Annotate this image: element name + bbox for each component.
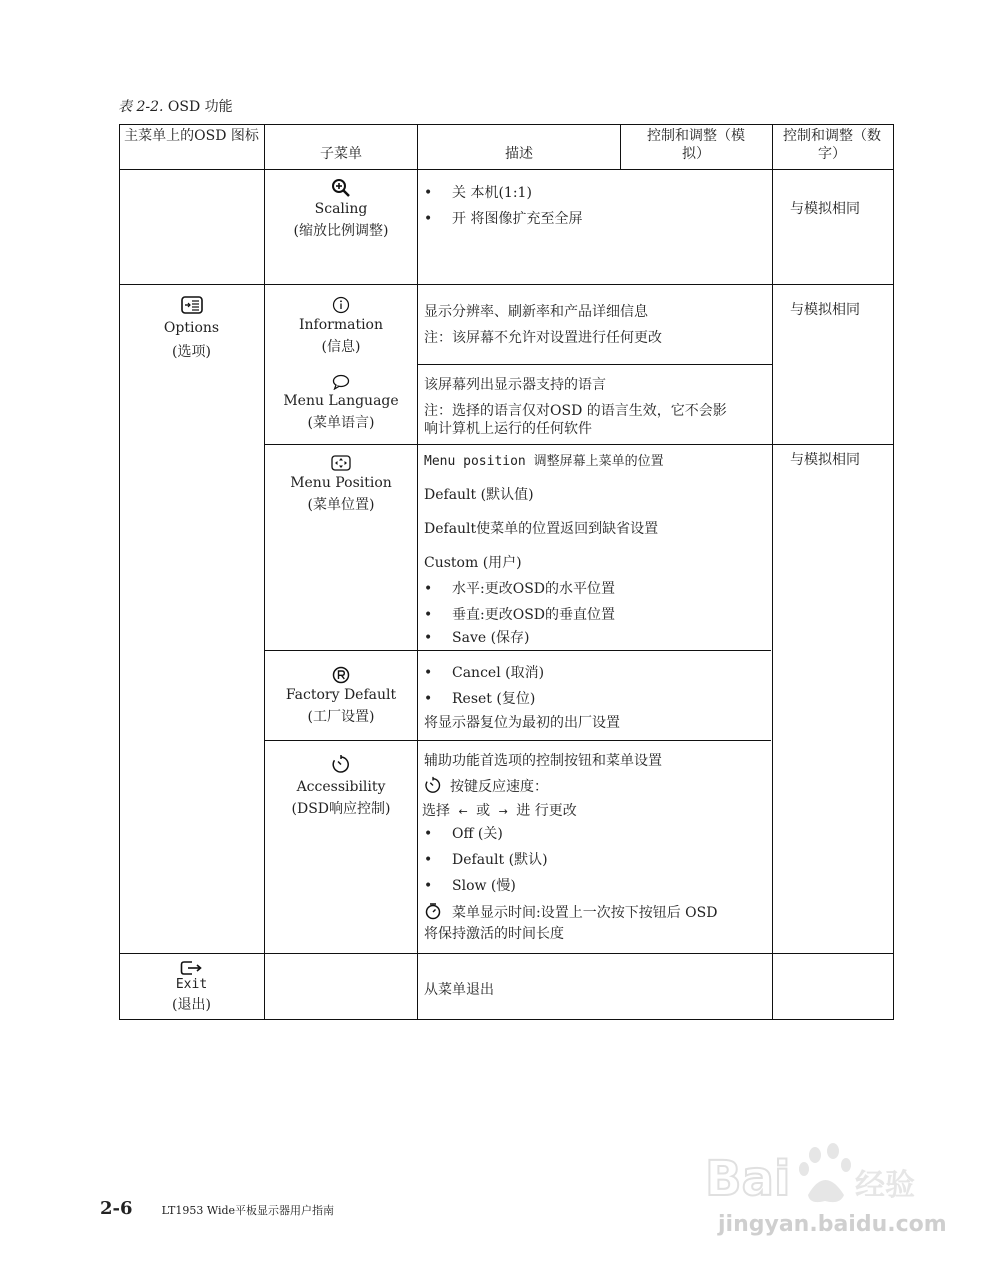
header-analog: 控制和调整（模拟）: [647, 128, 745, 162]
factory-default-cn: (工厂设置): [307, 708, 375, 725]
scaling-item-off: • 关 本机(1:1): [424, 185, 532, 201]
submenu-menu-position: [265, 455, 417, 514]
menu-position-name: Menu Position: [290, 475, 392, 491]
reset-icon: [332, 666, 350, 684]
options-icon: [181, 296, 203, 314]
menu-language-note1: 注：选择的语言仅对OSD 的语言生效，它不会影: [424, 403, 727, 419]
options-name: Options: [163, 320, 220, 336]
arrow-right-icon: →: [498, 805, 508, 818]
svg-text:经验: 经验: [855, 1168, 915, 1203]
menu-position-custom-label: Custom (用户): [424, 555, 522, 571]
menu-language-cn: (菜单语言): [307, 414, 375, 431]
watermark-text: jingyan.baidu.com: [718, 1212, 947, 1237]
header-submenu: 子菜单: [320, 146, 362, 162]
header-icon: 主菜单上的OSD 图标: [124, 128, 259, 144]
scaling-cn: (缩放比例调整): [293, 222, 389, 239]
position-arrows-icon: [331, 455, 351, 471]
scaling-digital: 与模拟相同: [790, 201, 860, 217]
exit-cn: (退出): [172, 997, 211, 1014]
header-description: 描述: [505, 146, 533, 162]
information-note: 注：该屏幕不允许对设置进行任何更改: [424, 330, 662, 346]
caption-label: 表 2-2.: [118, 99, 164, 115]
exit-desc: 从菜单退出: [424, 982, 494, 998]
accessibility-item-slow: • Slow (慢): [424, 878, 516, 894]
menu-position-cn: (菜单位置): [307, 496, 375, 513]
information-line1: 显示分辨率、刷新率和产品详细信息: [424, 304, 648, 320]
svg-text:Bai: Bai: [705, 1151, 791, 1207]
menu-exit: [120, 960, 263, 1015]
submenu-scaling: [265, 178, 417, 240]
accessibility-cn: (DSD响应控制): [291, 800, 391, 817]
menu-language-name: Menu Language: [283, 393, 399, 409]
caption-title: OSD 功能: [167, 99, 233, 115]
information-cn: (信息): [321, 338, 361, 355]
page-footer: [100, 1198, 334, 1219]
factory-default-line: 将显示器复位为最初的出厂设置: [424, 715, 620, 731]
accessibility-key-rate: 按键反应速度：: [424, 776, 548, 796]
speech-bubble-icon: [332, 374, 350, 390]
accessibility-item-default: • Default (默认): [424, 852, 548, 868]
timer-icon: [424, 902, 442, 920]
accessibility-name: Accessibility: [296, 779, 386, 795]
factory-default-item-reset: • Reset (复位): [424, 691, 536, 707]
stopwatch-icon: [424, 776, 442, 794]
options-cn: (选项): [172, 343, 211, 360]
menu-position-item-save: • Save (保存): [424, 630, 530, 646]
submenu-factory-default: [265, 666, 417, 726]
accessibility-select: 选择 ← 或 → 进 行更改: [422, 803, 577, 819]
menu-language-note2: 响计算机上运行的任何软件: [424, 421, 592, 437]
menu-language-line1: 该屏幕列出显示器支持的语言: [424, 377, 606, 393]
page-number: 2-6: [100, 1198, 133, 1219]
factory-default-item-cancel: • Cancel (取消): [424, 665, 545, 681]
exit-icon: [180, 960, 204, 976]
menu-position-digital: 与模拟相同: [790, 452, 860, 468]
arrow-left-icon: ←: [458, 805, 468, 818]
menu-position-default-label: Default (默认值): [424, 487, 534, 503]
scaling-item-on: • 开 将图像扩充至全屏: [424, 211, 583, 227]
information-digital: 与模拟相同: [790, 302, 860, 318]
menu-position-item-vertical: • 垂直:更改OSD的垂直位置: [424, 607, 616, 623]
stopwatch-icon: [331, 754, 351, 774]
scaling-name: Scaling: [314, 201, 368, 217]
exit-name: Exit: [175, 977, 208, 992]
menu-position-line1: Menu position 调整屏幕上菜单的位置: [424, 454, 664, 469]
accessibility-item-off: • Off (关): [424, 826, 503, 842]
menu-options: [120, 296, 263, 361]
info-icon: [332, 296, 350, 314]
document-title: LT1953 Wide平板显示器用户指南: [161, 1204, 335, 1217]
accessibility-timeout1: 菜单显示时间:设置上一次按下按钮后 OSD: [424, 902, 717, 922]
header-digital: 控制和调整（数字）: [783, 128, 881, 162]
accessibility-line1: 辅助功能首选项的控制按钮和菜单设置: [424, 753, 662, 769]
submenu-information: [265, 296, 417, 356]
menu-position-item-horizontal: • 水平:更改OSD的水平位置: [424, 581, 616, 597]
accessibility-timeout2: 将保持激活的时间长度: [424, 926, 564, 942]
information-name: Information: [298, 317, 384, 333]
submenu-accessibility: [265, 754, 417, 818]
factory-default-name: Factory Default: [285, 687, 397, 703]
menu-position-default-desc: Default使菜单的位置返回到缺省设置: [424, 521, 659, 537]
magnify-plus-icon: [331, 178, 351, 198]
submenu-menu-language: [265, 374, 417, 432]
